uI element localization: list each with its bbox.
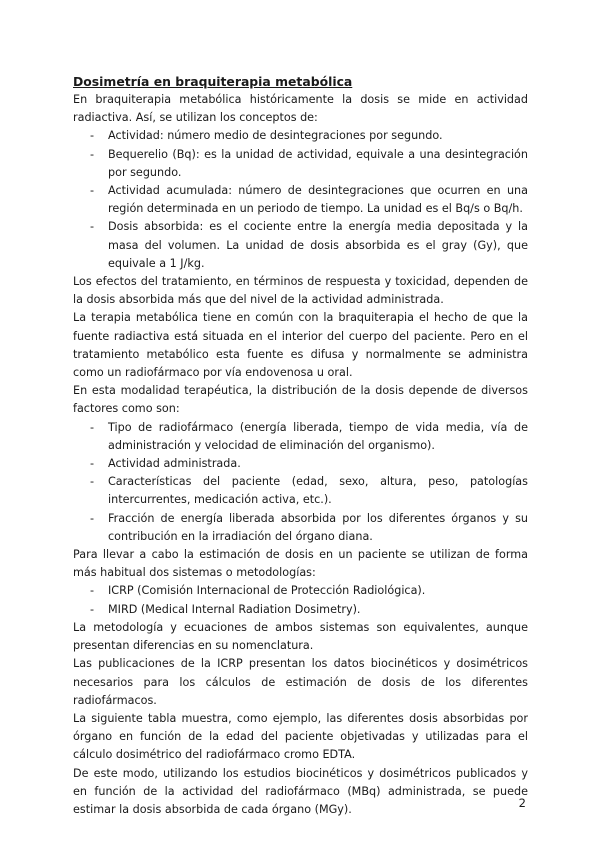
concepts-list — [73, 127, 528, 273]
list-item: - Tipo de radiofármaco (energía liberada, tiempo de vida media, vía de administración y velocidad de eliminación del organismo). — [90, 420, 528, 452]
bullet-dash: - — [90, 584, 95, 598]
systems-paragraph: Para llevar a cabo la estimación de dosis en un paciente se utilizan de forma más habitual dos sistemas o metodologías: — [73, 548, 528, 580]
bullet-dash: - — [90, 129, 95, 143]
list-item: - Bequerelio (Bq): es la unidad de actividad, equivale a una desintegración por segundo. — [90, 147, 528, 179]
list-item: - Actividad: número medio de desintegraciones por segundo. — [73, 127, 528, 145]
bullet-dash: - — [90, 420, 95, 434]
table-intro-paragraph: La siguiente tabla muestra, como ejemplo, las diferentes dosis absorbidas por órgano en función de la edad del paciente objetivadas y utilizadas para el cálculo dosimétrico del radiofármaco cromo EDTA. — [73, 711, 528, 762]
methodology-paragraph: La metodología y ecuaciones de ambos sistemas son equivalentes, aunque presentan diferencias en su nomenclatura. — [73, 620, 528, 653]
intro-paragraph: En braquiterapia metabólica históricamente la dosis se mide en actividad radiactiva. Así, se utilizan los conceptos de: — [73, 93, 528, 125]
list-item: - Fracción de energía liberada absorbida por los diferentes órganos y su contribución en la irradiación del órgano diana. — [90, 511, 528, 543]
publications-paragraph: Las publicaciones de la ICRP presentan los datos biocinéticos y dosimétricos necesarios para los cálculos de estimación de dosis de los diferentes radiofármacos. — [73, 657, 528, 707]
bullet-dash: - — [90, 147, 95, 161]
therapy-paragraph: La terapia metabólica tiene en común con la braquiterapia el hecho de que la fuente radiactiva está situada en el interior del cuerpo del paciente. Pero en el tratamiento metabólico esta fuente es difusa y normalmente se administra como un radiofármaco por vía endovenosa u oral. — [73, 311, 528, 380]
list-item: - ICRP (Comisión Internacional de Protección Radiológica). — [73, 582, 528, 600]
section-title: Dosimetría en braquiterapia metabólica — [73, 74, 353, 89]
bullet-dash: - — [90, 457, 95, 471]
bullet-dash: - — [90, 602, 95, 616]
list-item: - Características del paciente (edad, sexo, altura, peso, patologías intercurrentes, medicación activa, etc.). — [90, 475, 528, 507]
bullet-dash: - — [90, 511, 95, 525]
systems-list — [73, 582, 528, 618]
list-item: - Actividad administrada. — [73, 455, 528, 473]
document-body — [73, 73, 528, 819]
factors-list — [73, 419, 528, 546]
list-item: - Actividad acumulada: número de desintegraciones que ocurren en una región determinada en un periodo de tiempo. La unidad es el Bq/s o Bq/h. — [90, 184, 528, 216]
effects-paragraph: Los efectos del tratamiento, en términos de respuesta y toxicidad, dependen de la dosis absorbida más que del nivel de la actividad administrada. — [73, 275, 528, 307]
factors-paragraph: En esta modalidad terapéutica, la distribución de la dosis depende de diversos factores como son: — [73, 384, 528, 416]
list-item: - MIRD (Medical Internal Radiation Dosimetry). — [73, 601, 528, 619]
estimation-paragraph: De este modo, utilizando los estudios biocinéticos y dosimétricos publicados y en función de la actividad del radiofármaco (MBq) administrada, se puede estimar la dosis absorbida de cada órgano (MGy). — [73, 766, 528, 816]
page-number: 2 — [518, 796, 526, 810]
list-item: - Dosis absorbida: es el cociente entre la energía media depositada y la masa del volumen. La unidad de dosis absorbida es el gray (Gy), que equivale a 1 J/kg. — [90, 220, 528, 270]
bullet-dash: - — [90, 220, 95, 234]
bullet-dash: - — [90, 475, 95, 489]
bullet-dash: - — [90, 184, 95, 198]
